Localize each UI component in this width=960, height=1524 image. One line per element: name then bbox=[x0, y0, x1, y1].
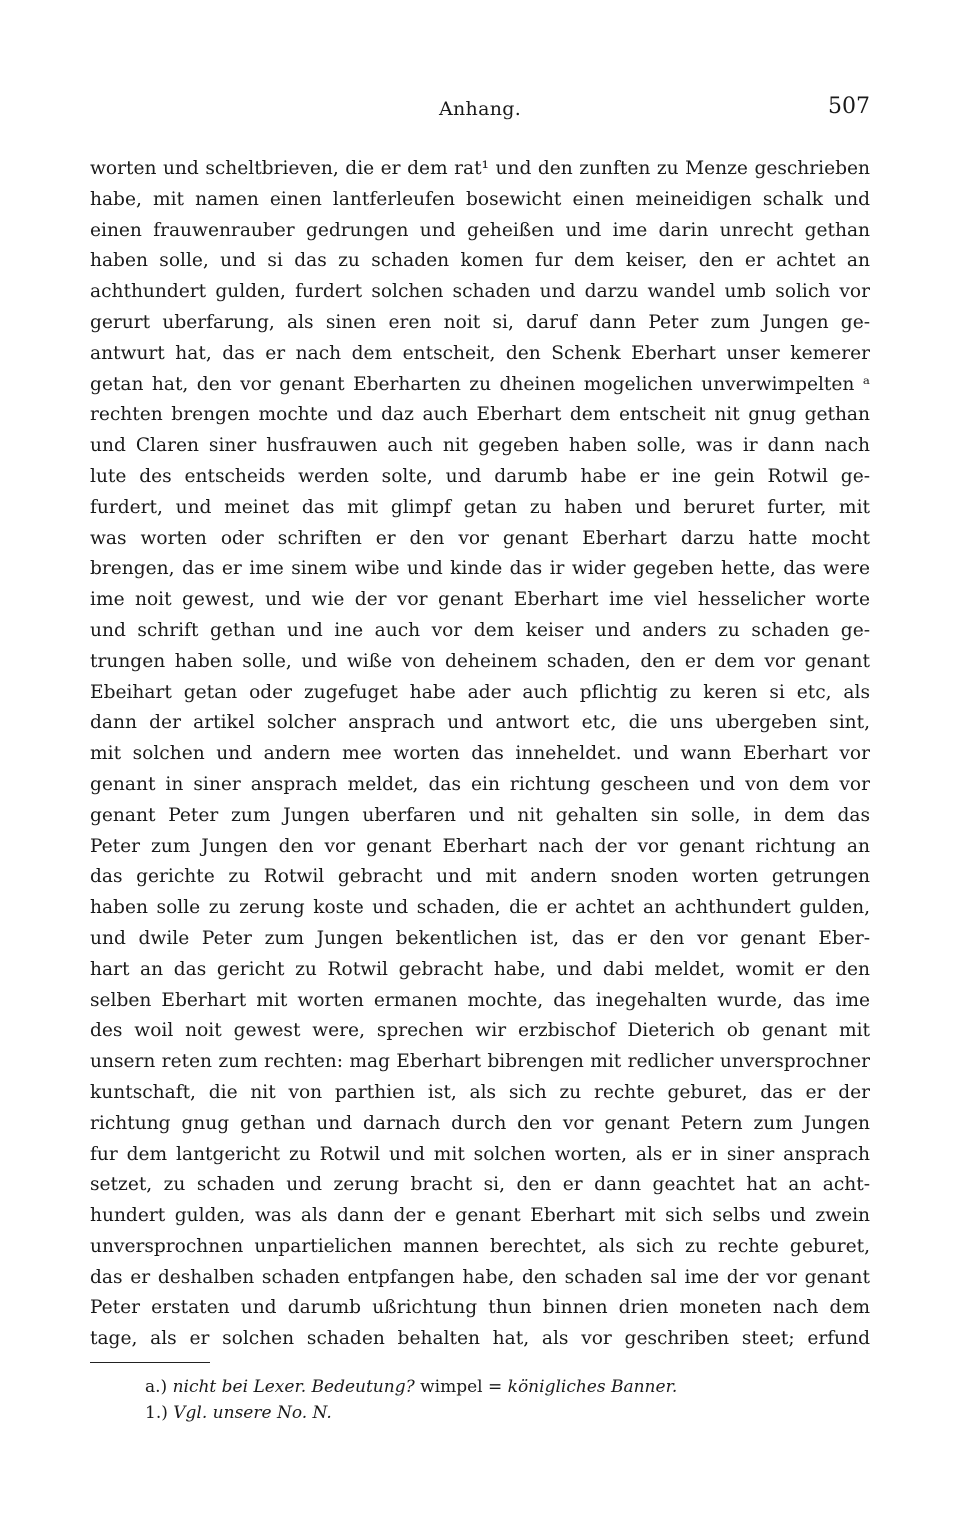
text-line: und Claren siner husfrauwen auch nit gegeben haben solle, was ir dann nach bbox=[90, 435, 870, 457]
text-line: habe, mit namen einen lantferleufen bosewicht einen meineidigen schalk und bbox=[90, 188, 870, 210]
footnotes bbox=[145, 1374, 845, 1426]
text-line: selben Eberhart mit worten ermanen mochte, das inegehalten wurde, das ime bbox=[90, 989, 870, 1011]
footnote-a-plain: wimpel = bbox=[420, 1377, 503, 1397]
footnote-a-italic-1: nicht bei Lexer. Bedeutung? bbox=[172, 1377, 415, 1397]
text-line: genant in siner ansprach meldet, das ein richtung gescheen und von dem vor bbox=[90, 773, 870, 795]
text-line: lute des entscheids werden solte, und darumb habe er ine gein Rotwil ge- bbox=[90, 465, 870, 487]
text-line: achthundert gulden, furdert solchen schaden und darzu wandel umb solich vor bbox=[90, 281, 870, 303]
text-line: hart an das gericht zu Rotwil gebracht habe, und dabi meldet, womit er den bbox=[90, 958, 870, 980]
footnote-1-text: Vgl. unsere No. N. bbox=[173, 1403, 332, 1423]
text-line: genant Peter zum Jungen uberfaren und nit gehalten sin solle, in dem das bbox=[90, 804, 870, 826]
text-line: Ebeihart getan oder zugefuget habe ader auch pflichtig zu keren si etc, als bbox=[90, 681, 870, 703]
page-number: 507 bbox=[828, 94, 870, 119]
text-line: und dwile Peter zum Jungen bekentlichen ist, das er den vor genant Eber- bbox=[90, 927, 870, 949]
text-line: haben solle, und si das zu schaden komen fur dem keiser, den er achtet an bbox=[90, 250, 870, 272]
footnote-rule bbox=[90, 1362, 210, 1363]
footnote-a bbox=[145, 1374, 845, 1400]
text-line: was worten oder schriften er den vor genant Eberhart darzu hatte mocht bbox=[90, 527, 870, 549]
footnote-a-marker: a.) bbox=[145, 1377, 168, 1397]
footnote-1-marker: 1.) bbox=[145, 1403, 168, 1423]
text-line: hundert gulden, was als dann der e genant Eberhart mit sich selbs und zwein bbox=[90, 1205, 870, 1227]
text-line: des woil noit gewest were, sprechen wir erzbischof Dieterich ob genant mit bbox=[90, 1020, 870, 1042]
text-line: trungen haben solle, und wiße von deheinem schaden, den er dem vor genant bbox=[90, 650, 870, 672]
text-line: mit solchen und andern mee worten das inneheldet. und wann Eberhart vor bbox=[90, 743, 870, 765]
text-line: das er deshalben schaden entpfangen habe, den schaden sal ime der vor genant bbox=[90, 1266, 870, 1288]
footnote-1 bbox=[145, 1400, 845, 1426]
text-line: getan hat, den vor genant Eberharten zu dheinen mogelichen unverwimpelten ᵃ bbox=[90, 373, 870, 395]
text-line: kuntschaft, die nit von parthien ist, als sich zu rechte geburet, das er der bbox=[90, 1081, 870, 1103]
running-head: Anhang. bbox=[438, 98, 522, 120]
body-text bbox=[90, 154, 870, 1355]
text-line: rechten brengen mochte und daz auch Eberhart dem entscheit nit gnug gethan bbox=[90, 404, 870, 426]
text-line: Peter zum Jungen den vor genant Eberhart nach der vor genant richtung an bbox=[90, 835, 870, 857]
footnote-a-italic-2: königliches Banner. bbox=[507, 1377, 678, 1397]
text-line: gerurt uberfarung, als sinen eren noit si, daruf dann Peter zum Jungen ge- bbox=[90, 311, 870, 333]
text-line: und schrift gethan und ine auch vor dem keiser und anders zu schaden ge- bbox=[90, 619, 870, 641]
text-line: setzet, zu schaden und zerung bracht si, den er dann geachtet hat an acht- bbox=[90, 1174, 870, 1196]
text-line: unsern reten zum rechten: mag Eberhart bibrengen mit redlicher unversprochner bbox=[90, 1051, 870, 1073]
text-line: Peter erstaten und darumb ußrichtung thun binnen drien moneten nach dem bbox=[90, 1297, 870, 1319]
text-line: tage, als er solchen schaden behalten hat, als vor geschriben steet; erfund bbox=[90, 1328, 870, 1350]
text-line: furdert, und meinet das mit glimpf getan zu haben und beruret furter, mit bbox=[90, 496, 870, 518]
text-line: einen frauwenrauber gedrungen und geheißen und ime darin unrecht gethan bbox=[90, 219, 870, 241]
text-line: dann der artikel solcher ansprach und antwort etc, die uns ubergeben sint, bbox=[90, 712, 870, 734]
text-line: brengen, das er ime sinem wibe und kinde das ir wider gegeben hette, das were bbox=[90, 558, 870, 580]
text-line: worten und scheltbrieven, die er dem rat¹ und den zunften zu Menze geschrieben bbox=[90, 158, 870, 179]
text-line: haben solle zu zerung koste und schaden, die er achtet an achthundert gulden, bbox=[90, 897, 870, 919]
text-line: das gerichte zu Rotwil gebracht und mit andern snoden worten getrungen bbox=[90, 866, 870, 888]
text-line: unversprochnen unpartielichen mannen berechtet, als sich zu rechte geburet, bbox=[90, 1235, 870, 1257]
text-line: fur dem lantgericht zu Rotwil und mit solchen worten, als er in siner ansprach bbox=[90, 1143, 870, 1165]
text-line: antwurt hat, das er nach dem entscheit, den Schenk Eberhart unser kemerer bbox=[90, 342, 870, 364]
text-line: richtung gnug gethan und darnach durch den vor genant Petern zum Jungen bbox=[90, 1112, 870, 1134]
page-header bbox=[90, 94, 870, 130]
text-line: ime noit gewest, und wie der vor genant Eberhart ime viel hesselicher worte bbox=[90, 589, 870, 611]
